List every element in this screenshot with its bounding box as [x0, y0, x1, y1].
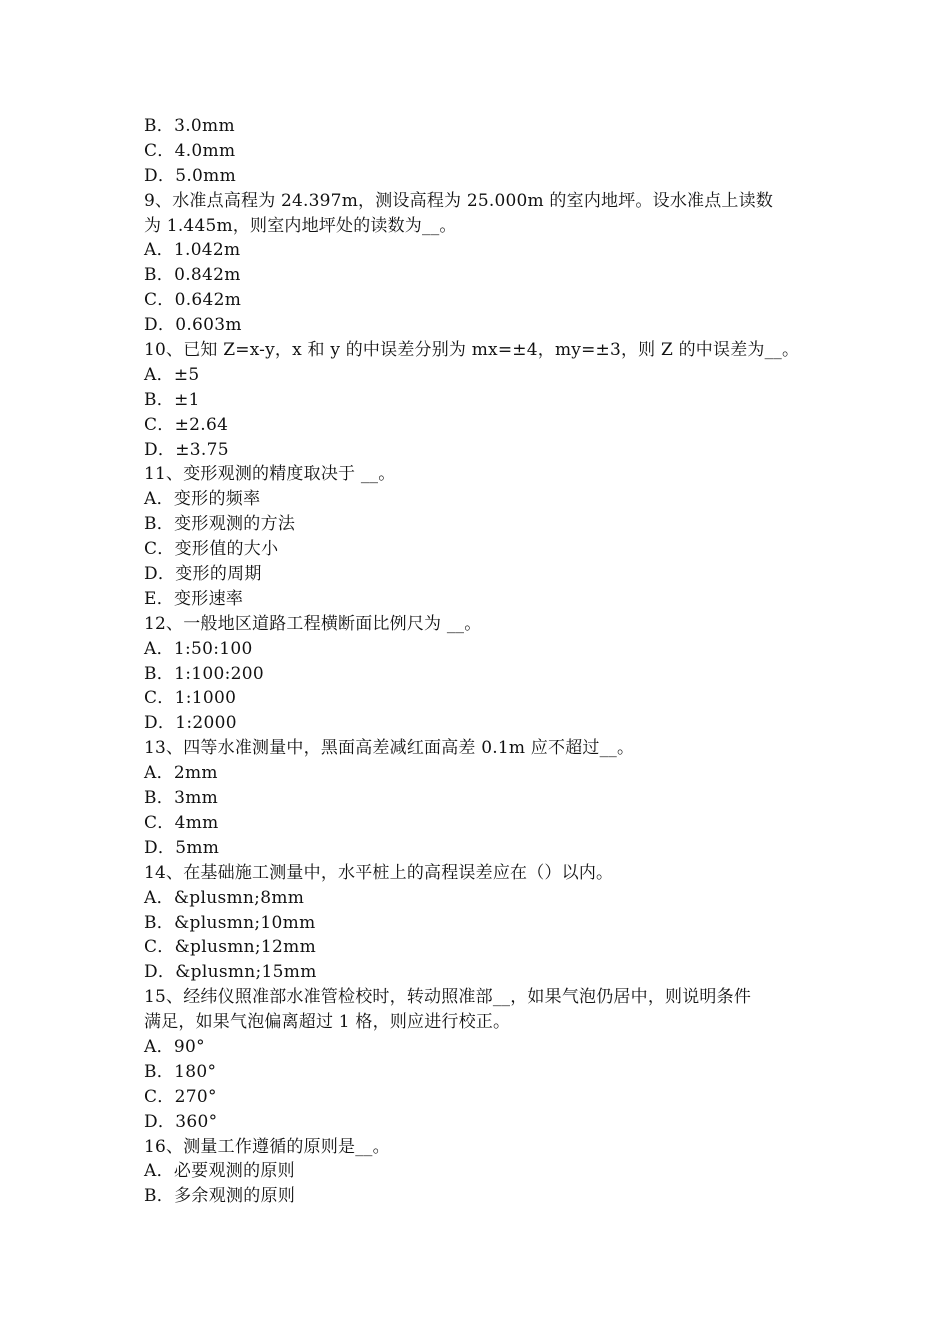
- option-line: A．必要观测的原则: [144, 1161, 295, 1182]
- option-line: D．5.0mm: [144, 165, 237, 186]
- question-line: 11、变形观测的精度取决于 __。: [144, 464, 396, 485]
- option-line: A．&plusmn;8mm: [144, 887, 305, 908]
- option-line: C．270°: [144, 1086, 217, 1107]
- question-line: 12、一般地区道路工程横断面比例尺为 __。: [144, 613, 482, 634]
- question-line: 13、四等水准测量中，黑面高差减红面高差 0.1m 应不超过__。: [144, 738, 635, 759]
- question-line: 9、水准点高程为 24.397m，测设高程为 25.000m 的室内地坪。设水准点上读数: [144, 190, 774, 211]
- option-line: B．0.842m: [144, 265, 241, 286]
- option-line: B．&plusmn;10mm: [144, 912, 316, 933]
- question-line: 为 1.445m，则室内地坪处的读数为__。: [144, 215, 457, 236]
- option-line: B．多余观测的原则: [144, 1186, 296, 1207]
- option-line: A．1:50:100: [144, 638, 253, 659]
- option-line: D．±3.75: [144, 439, 229, 460]
- option-line: C．±2.64: [144, 414, 229, 435]
- option-line: D．&plusmn;15mm: [144, 962, 317, 983]
- option-line: C．0.642m: [144, 290, 242, 311]
- question-line: 15、经纬仪照准部水准管检校时，转动照准部__，如果气泡仍居中，则说明条件: [144, 987, 752, 1008]
- document-body: [144, 114, 810, 1209]
- option-line: B．±1: [144, 389, 200, 410]
- question-line: 10、已知 Z=x-y，x 和 y 的中误差分别为 mx=±4，my=±3，则 Z 的中误差为__。: [144, 340, 800, 361]
- option-line: D．变形的周期: [144, 564, 262, 585]
- option-line: C．4mm: [144, 812, 219, 833]
- option-line: A．90°: [144, 1036, 205, 1057]
- question-line: 满足，如果气泡偏离超过 1 格，则应进行校正。: [144, 1012, 511, 1033]
- question-line: 14、在基础施工测量中，水平桩上的高程误差应在（）以内。: [144, 862, 614, 883]
- option-line: E．变形速率: [144, 588, 244, 609]
- option-line: C．1:1000: [144, 688, 237, 709]
- option-line: D．5mm: [144, 837, 220, 858]
- option-line: A．2mm: [144, 763, 218, 784]
- option-line: B．180°: [144, 1061, 217, 1082]
- option-line: C．&plusmn;12mm: [144, 937, 317, 958]
- option-line: A．1.042m: [144, 240, 241, 261]
- question-line: 16、测量工作遵循的原则是__。: [144, 1136, 390, 1157]
- option-line: D．1:2000: [144, 713, 237, 734]
- option-line: D．0.603m: [144, 315, 242, 336]
- option-line: B．3mm: [144, 788, 219, 809]
- option-line: C．4.0mm: [144, 140, 236, 161]
- option-line: C．变形值的大小: [144, 539, 279, 560]
- option-line: A．变形的频率: [144, 489, 261, 510]
- option-line: D．360°: [144, 1111, 218, 1132]
- option-line: A．±5: [144, 364, 200, 385]
- option-line: B．3.0mm: [144, 116, 235, 136]
- option-line: B．变形观测的方法: [144, 514, 296, 535]
- option-line: B．1:100:200: [144, 663, 264, 684]
